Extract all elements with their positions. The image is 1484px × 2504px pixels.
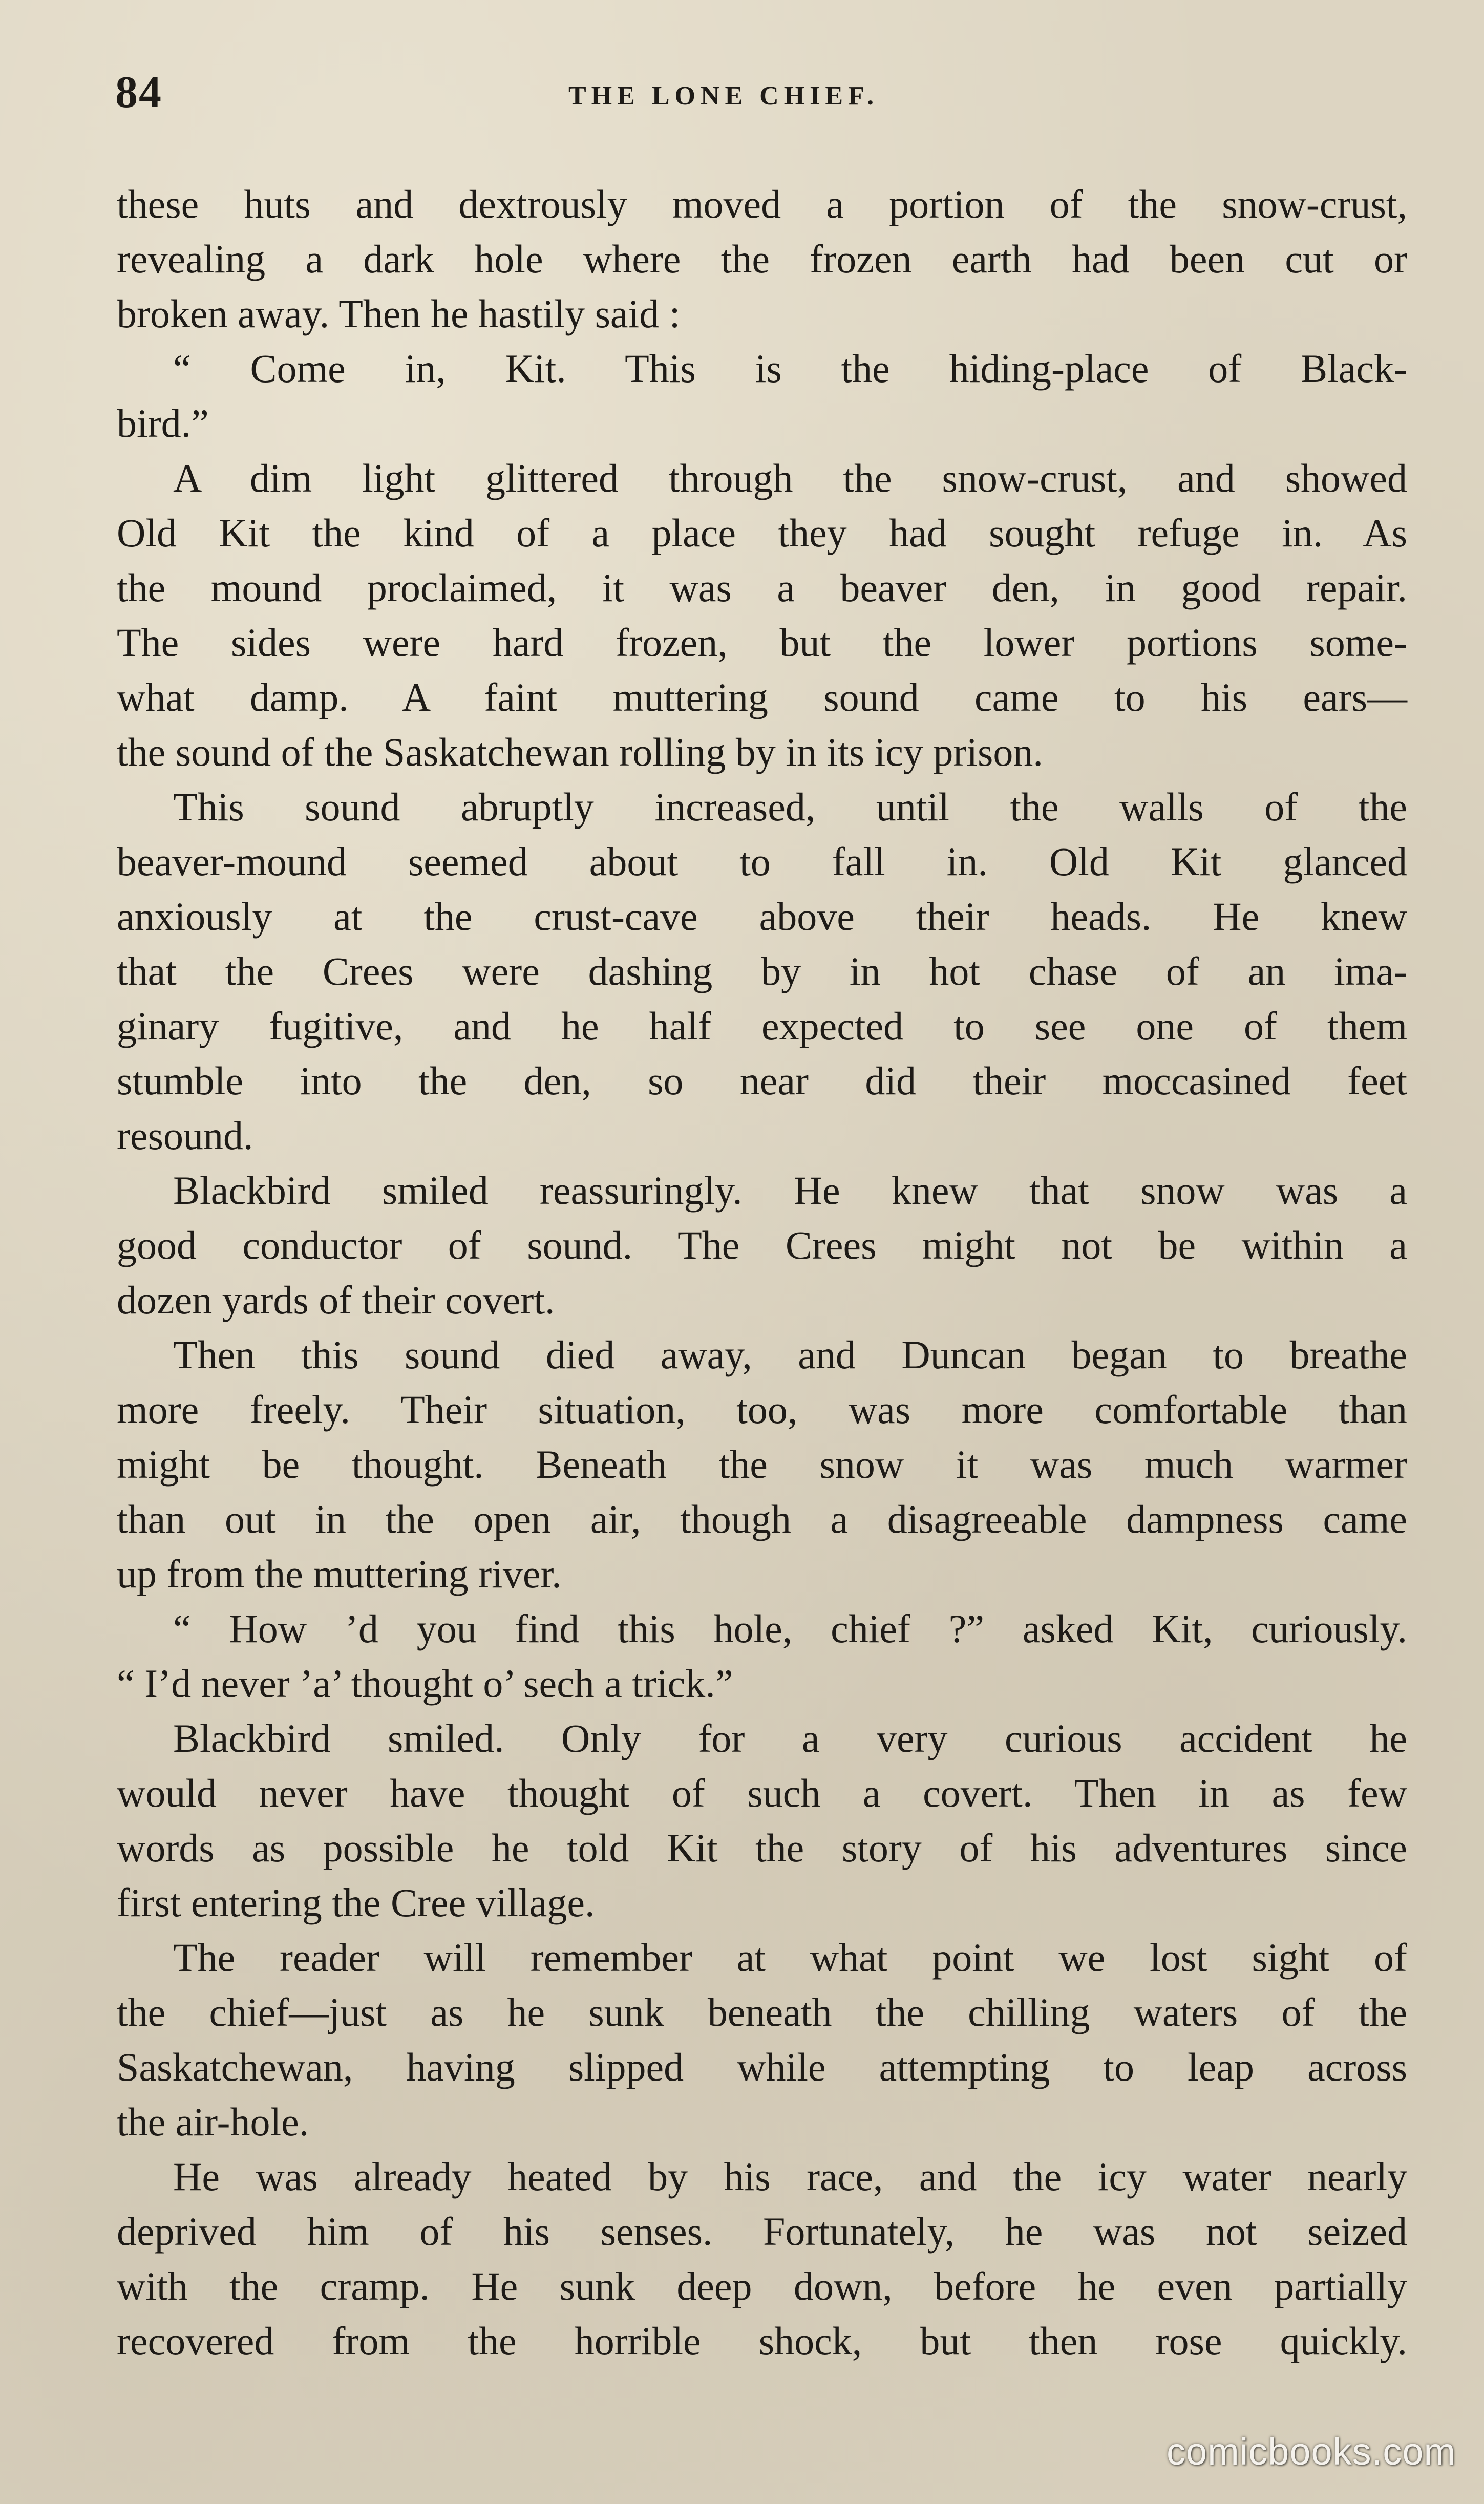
text-line: Old Kit the kind of a place they had sought refuge in. As — [117, 511, 1407, 555]
text-line: first entering the Cree village. — [117, 1880, 595, 1925]
watermark: comicbooks.com — [1166, 2430, 1456, 2473]
text-line: beaver-mound seemed about to fall in. Old Kit glanced — [117, 839, 1407, 884]
text-line: Blackbird smiled reassuringly. He knew that snow was a — [173, 1168, 1407, 1213]
text-line: Blackbird smiled. Only for a very curious accident he — [173, 1716, 1407, 1760]
text-line: deprived him of his senses. Fortunately, he was not seized — [117, 2209, 1407, 2254]
text-line: the air-hole. — [117, 2099, 309, 2144]
text-line: stumble into the den, so near did their moccasined feet — [117, 1058, 1407, 1103]
text-line: broken away. Then he hastily said : — [117, 291, 681, 336]
text-line: anxiously at the crust-cave above their heads. He knew — [117, 894, 1407, 939]
text-line: ginary fugitive, and he half expected to see one of them — [117, 1004, 1407, 1048]
body-text — [117, 177, 1407, 2368]
text-line: “ Come in, Kit. This is the hiding-place of Black- — [173, 346, 1407, 391]
text-line: recovered from the horrible shock, but then rose quickly. — [117, 2319, 1407, 2363]
text-line: than out in the open air, though a disagreeable dampness came — [117, 1497, 1407, 1541]
text-line: would never have thought of such a covert. Then in as few — [117, 1771, 1407, 1815]
text-line: A dim light glittered through the snow-crust, and showed — [173, 456, 1407, 500]
text-line: the sound of the Saskatchewan rolling by in its icy prison. — [117, 730, 1043, 774]
text-line: “ I’d never ’a’ thought o’ sech a trick.” — [117, 1661, 733, 1706]
running-title: THE LONE CHIEF. — [568, 81, 879, 111]
text-line: bird.” — [117, 401, 209, 445]
text-line: what damp. A faint muttering sound came to his ears— — [117, 675, 1407, 719]
text-line: with the cramp. He sunk deep down, before he even partially — [117, 2264, 1407, 2308]
text-line: the chief—just as he sunk beneath the chilling waters of the — [117, 1990, 1407, 2034]
text-line: might be thought. Beneath the snow it was much warmer — [117, 1442, 1407, 1487]
text-line: resound. — [117, 1113, 253, 1158]
text-line: This sound abruptly increased, until the walls of the — [173, 784, 1407, 829]
text-line: “ How ’d you find this hole, chief ?” asked Kit, curiously. — [173, 1606, 1407, 1651]
text-line: more freely. Their situation, too, was more comfortable than — [117, 1387, 1407, 1432]
text-line: Saskatchewan, having slipped while attempting to leap across — [117, 2045, 1407, 2089]
text-line: dozen yards of their covert. — [117, 1278, 555, 1322]
text-line: The reader will remember at what point we lost sight of — [173, 1935, 1407, 1980]
text-line: The sides were hard frozen, but the lower portions some- — [117, 620, 1407, 665]
text-line: revealing a dark hole where the frozen earth had been cut or — [117, 237, 1407, 281]
text-line: the mound proclaimed, it was a beaver den, in good repair. — [117, 565, 1407, 610]
text-line: words as possible he told Kit the story of his adventures since — [117, 1826, 1407, 1870]
text-line: up from the muttering river. — [117, 1552, 562, 1596]
text-line: good conductor of sound. The Crees might not be within a — [117, 1223, 1407, 1267]
text-line: these huts and dextrously moved a portion of the snow-crust, — [117, 182, 1407, 226]
text-line: Then this sound died away, and Duncan began to breathe — [173, 1332, 1407, 1377]
text-line: He was already heated by his race, and the icy water nearly — [173, 2154, 1407, 2199]
text-line: that the Crees were dashing by in hot chase of an ima- — [117, 949, 1407, 993]
page-number: 84 — [115, 68, 162, 117]
